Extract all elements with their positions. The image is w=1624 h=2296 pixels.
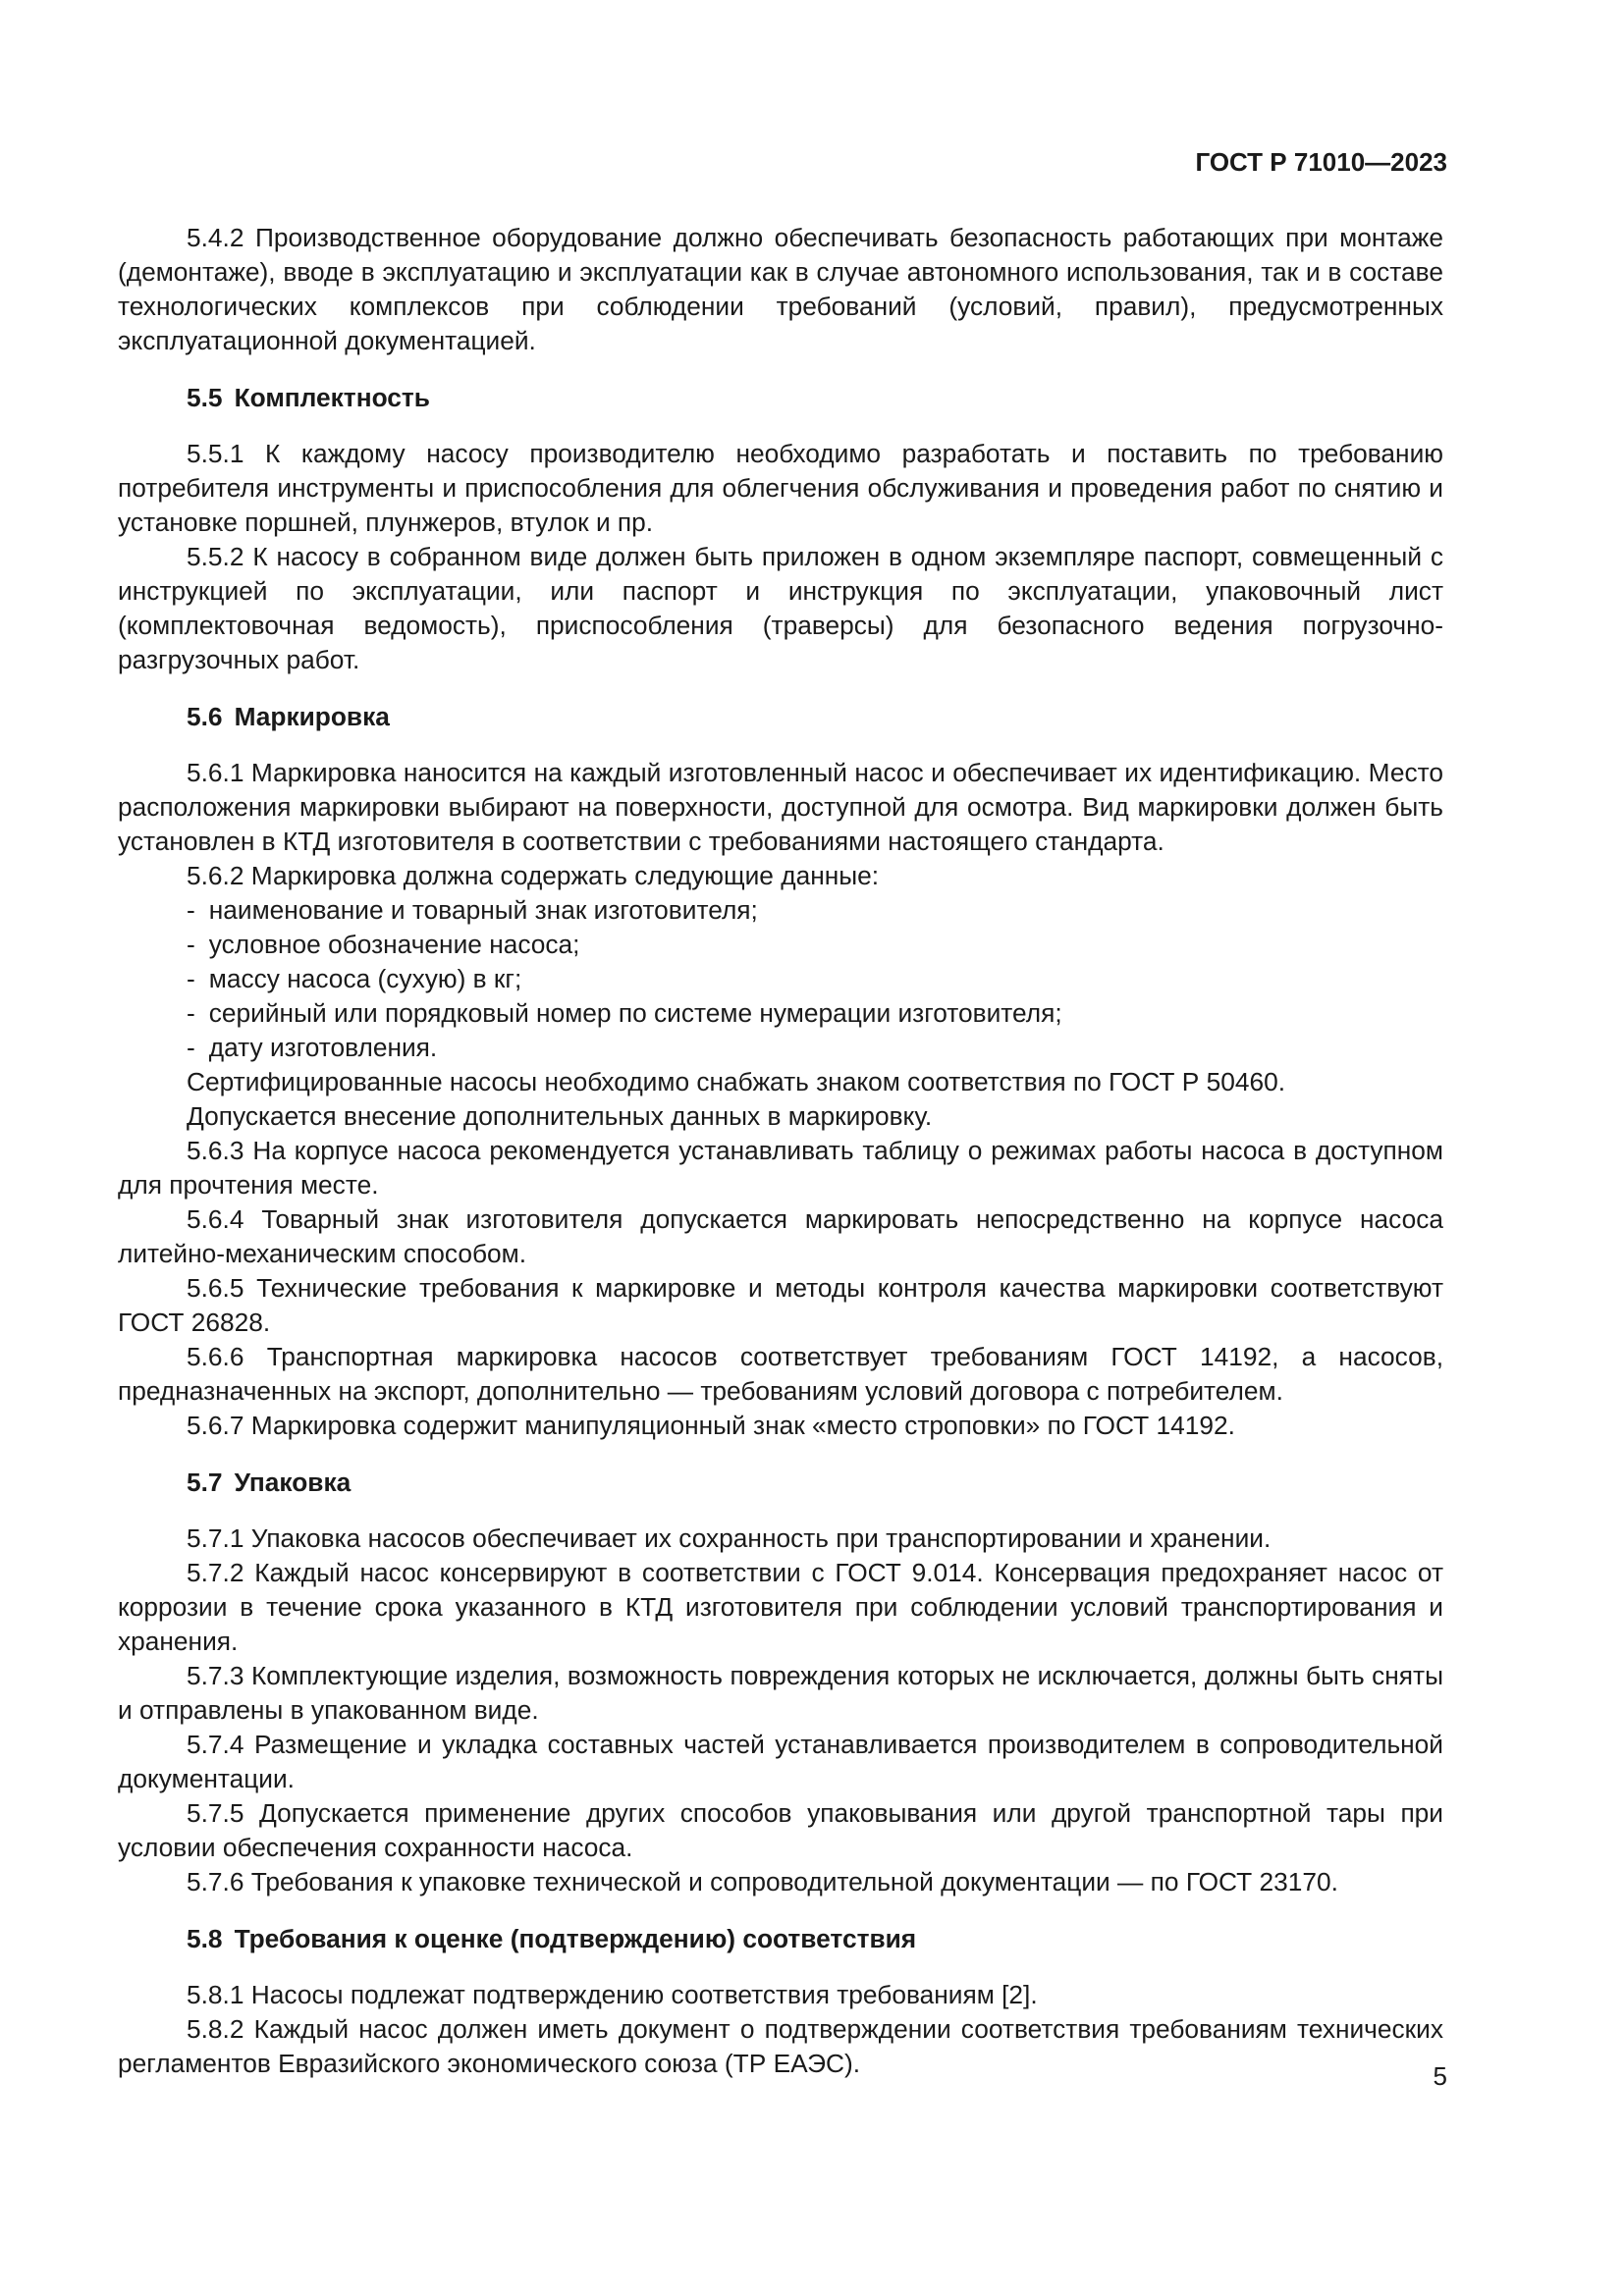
list-dash: - bbox=[187, 964, 195, 993]
paragraph-5-5-1: 5.5.1 К каждому насосу производителю необходимо разработать и поставить по требованию потребителя инструменты и приспособления для облегчения обслуживания и проведения работ по снятию и установке поршней, плунжеров, втулок и пр. bbox=[118, 439, 1443, 537]
paragraph-5-7-4: 5.7.4 Размещение и укладка составных частей устанавливается производителем в сопроводительной документации. bbox=[118, 1730, 1443, 1793]
list-item: - наименование и товарный знак изготовителя; bbox=[187, 895, 758, 925]
list-item: - условное обозначение насоса; bbox=[187, 930, 580, 959]
section-heading-5-6 bbox=[118, 700, 1443, 734]
section-title: Маркировка bbox=[234, 702, 390, 731]
list-dash: - bbox=[187, 895, 195, 925]
list-item: - дату изготовления. bbox=[187, 1033, 438, 1062]
paragraph-5-6-7: 5.6.7 Маркировка содержит манипуляционный знак «место строповки» по ГОСТ 14192. bbox=[187, 1411, 1235, 1440]
section-number: 5.7 bbox=[187, 1468, 223, 1497]
section-number: 5.5 bbox=[187, 383, 223, 412]
page-number: 5 bbox=[1433, 2061, 1447, 2091]
paragraph-5-6-6: 5.6.6 Транспортная маркировка насосов соответствует требованиям ГОСТ 14192, а насосов, предназначенных на экспорт, дополнительно — требованиям условий договора с потребителем. bbox=[118, 1342, 1443, 1406]
paragraph-5-5-2: 5.5.2 К насосу в собранном виде должен быть приложен в одном экземпляре паспорт, совмещенный с инструкцией по эксплуатации, или паспорт и инструкция по эксплуатации, упаковочный лист (комплектовочная ведомость), приспособления (траверсы) для безопасного ведения погрузочно-разгрузочных работ. bbox=[118, 542, 1443, 674]
paragraph-extra-data: Допускается внесение дополнительных данных в маркировку. bbox=[187, 1101, 933, 1131]
section-number: 5.6 bbox=[187, 702, 223, 731]
paragraph-5-7-6: 5.7.6 Требования к упаковке технической и сопроводительной документации — по ГОСТ 23170. bbox=[187, 1867, 1338, 1896]
paragraph-5-6-5: 5.6.5 Технические требования к маркировке и методы контроля качества маркировки соответствуют ГОСТ 26828. bbox=[118, 1273, 1443, 1337]
paragraph-5-8-2: 5.8.2 Каждый насос должен иметь документ о подтверждении соответствия требованиям технических регламентов Евразийского экономического союза (ТР ЕАЭС). bbox=[118, 2014, 1443, 2078]
section-heading-5-5 bbox=[118, 381, 1443, 415]
paragraph-5-6-1: 5.6.1 Маркировка наносится на каждый изготовленный насос и обеспечивает их идентификацию. Место расположения маркировки выбирают на поверхности, доступной для осмотра. Вид маркировки должен быть установлен в КТД изготовителя в соответствии с требованиями настоящего стандарта. bbox=[118, 758, 1443, 856]
list-item: - серийный или порядковый номер по системе нумерации изготовителя; bbox=[187, 998, 1062, 1028]
section-title: Комплектность bbox=[234, 383, 430, 412]
paragraph-5-6-2: 5.6.2 Маркировка должна содержать следующие данные: bbox=[187, 861, 880, 890]
list-item: - массу насоса (сухую) в кг; bbox=[187, 964, 522, 993]
paragraph-5-7-3: 5.7.3 Комплектующие изделия, возможность повреждения которых не исключается, должны быть сняты и отправлены в упакованном виде. bbox=[118, 1661, 1443, 1725]
paragraph-5-6-4: 5.6.4 Товарный знак изготовителя допускается маркировать непосредственно на корпусе насоса литейно-механическим способом. bbox=[118, 1204, 1443, 1268]
list-dash: - bbox=[187, 930, 195, 959]
paragraph-5-7-1: 5.7.1 Упаковка насосов обеспечивает их сохранность при транспортировании и хранении. bbox=[187, 1523, 1272, 1553]
marking-list bbox=[118, 893, 1443, 1065]
paragraph-5-7-2: 5.7.2 Каждый насос консервируют в соответствии с ГОСТ 9.014. Консервация предохраняет насос от коррозии в течение срока указанного в КТД изготовителя при соблюдении условий транспортирования и хранения. bbox=[118, 1558, 1443, 1656]
section-heading-5-7 bbox=[118, 1466, 1443, 1500]
list-dash: - bbox=[187, 998, 195, 1028]
document-body bbox=[118, 221, 1443, 2081]
list-dash: - bbox=[187, 1033, 195, 1062]
section-title: Требования к оценке (подтверждению) соответствия bbox=[234, 1924, 917, 1953]
section-heading-5-8 bbox=[118, 1922, 1443, 1956]
paragraph-5-8-1: 5.8.1 Насосы подлежат подтверждению соответствия требованиям [2]. bbox=[187, 1980, 1038, 2009]
paragraph-5-4-2: 5.4.2 Производственное оборудование должно обеспечивать безопасность работающих при монтаже (демонтаже), вводе в эксплуатацию и эксплуатации как в случае автономного использования, так и в составе технологических комплексов при соблюдении требований (условий, правил), предусмотренных эксплуатационной документацией. bbox=[118, 223, 1443, 355]
paragraph-5-6-3: 5.6.3 На корпусе насоса рекомендуется устанавливать таблицу о режимах работы насоса в доступном для прочтения месте. bbox=[118, 1136, 1443, 1200]
paragraph-5-7-5: 5.7.5 Допускается применение других способов упаковывания или другой транспортной тары при условии обеспечения сохранности насоса. bbox=[118, 1798, 1443, 1862]
section-number: 5.8 bbox=[187, 1924, 223, 1953]
paragraph-certification: Сертифицированные насосы необходимо снабжать знаком соответствия по ГОСТ Р 50460. bbox=[187, 1067, 1286, 1096]
document-code: ГОСТ Р 71010—2023 bbox=[1195, 147, 1447, 177]
section-title: Упаковка bbox=[234, 1468, 352, 1497]
